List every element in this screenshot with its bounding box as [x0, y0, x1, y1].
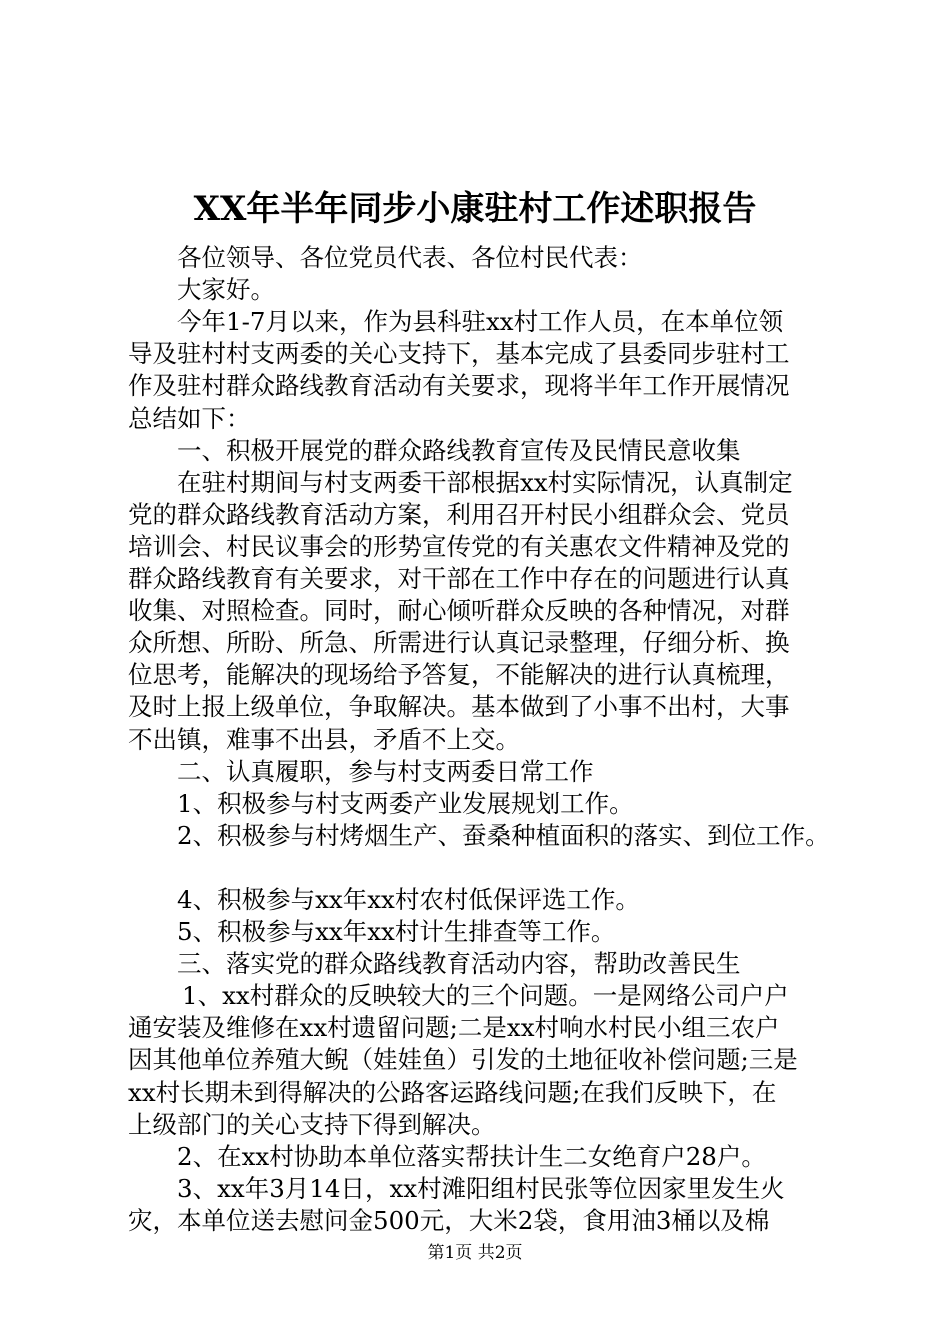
paragraph-line: 通安装及维修在xx村遗留问题;二是xx村响水村民小组三农户	[128, 1013, 780, 1043]
list-item: 2、积极参与村烤烟生产、蚕桑种植面积的落实、到位工作。	[177, 820, 830, 850]
salutation: 各位领导、各位党员代表、各位村民代表：	[177, 243, 643, 273]
paragraph-line: 今年1-7月以来，作为县科驻xx村工作人员，在本单位领	[177, 307, 784, 337]
paragraph-line: 灾，本单位送去慰问金500元，大米2袋，食用油3桶以及棉	[128, 1205, 770, 1235]
paragraph-line: 导及驻村村支两委的关心支持下，基本完成了县委同步驻村工	[128, 339, 790, 369]
spacer-line	[128, 210, 828, 242]
page-footer: 第1页 共2页	[427, 1243, 523, 1263]
paragraph-line: 上级部门的关心支持下得到解决。	[128, 1109, 496, 1139]
paragraph-line: 收集、对照检查。同时，耐心倾听群众反映的各种情况，对群	[128, 596, 790, 626]
document-title: XX年半年同步小康驻村工作述职报告	[193, 189, 757, 229]
list-item: 2、在xx村协助本单位落实帮扶计生二女绝育户28户。	[177, 1141, 766, 1171]
paragraph-line: xx村长期未到得解决的公路客运路线问题;在我们反映下，在	[128, 1077, 777, 1107]
list-item: 4、积极参与xx年xx村农村低保评选工作。	[177, 884, 640, 914]
list-item: 1、积极参与村支两委产业发展规划工作。	[177, 788, 634, 818]
paragraph-line: 作及驻村群众路线教育活动有关要求，现将半年工作开展情况	[128, 371, 790, 401]
paragraph-line: 因其他单位养殖大鲵（娃娃鱼）引发的土地征收补偿问题;三是	[128, 1045, 798, 1075]
greeting: 大家好。	[177, 275, 275, 305]
section-heading-2: 二、认真履职，参与村支两委日常工作	[177, 756, 594, 786]
document-body	[128, 210, 828, 1237]
blank-line	[128, 852, 828, 884]
paragraph-line: 1、xx村群众的反映较大的三个问题。一是网络公司户户	[182, 981, 789, 1011]
paragraph-line: 位思考，能解决的现场给予答复，不能解决的进行认真梳理，	[128, 660, 790, 690]
paragraph-line: 不出镇，难事不出县，矛盾不上交。	[128, 724, 520, 754]
paragraph-line: 群众路线教育有关要求，对干部在工作中存在的问题进行认真	[128, 564, 790, 594]
paragraph-line: 众所想、所盼、所急、所需进行认真记录整理，仔细分析、换	[128, 628, 790, 658]
section-heading-3: 三、落实党的群众路线教育活动内容，帮助改善民生	[177, 949, 741, 979]
paragraph-line: 党的群众路线教育活动方案，利用召开村民小组群众会、党员	[128, 499, 790, 529]
paragraph-line: 培训会、村民议事会的形势宣传党的有关惠农文件精神及党的	[128, 531, 790, 561]
section-heading-1: 一、积极开展党的群众路线教育宣传及民情民意收集	[177, 435, 741, 465]
paragraph-line: 在驻村期间与村支两委干部根据xx村实际情况，认真制定	[177, 467, 793, 497]
list-item: 5、积极参与xx年xx村计生排查等工作。	[177, 917, 616, 947]
paragraph-line: 及时上报上级单位，争取解决。基本做到了小事不出村，大事	[128, 692, 790, 722]
paragraph-line: 3、xx年3月14日，xx村滩阳组村民张等位因家里发生火	[177, 1173, 785, 1203]
paragraph-line: 总结如下：	[128, 403, 251, 433]
